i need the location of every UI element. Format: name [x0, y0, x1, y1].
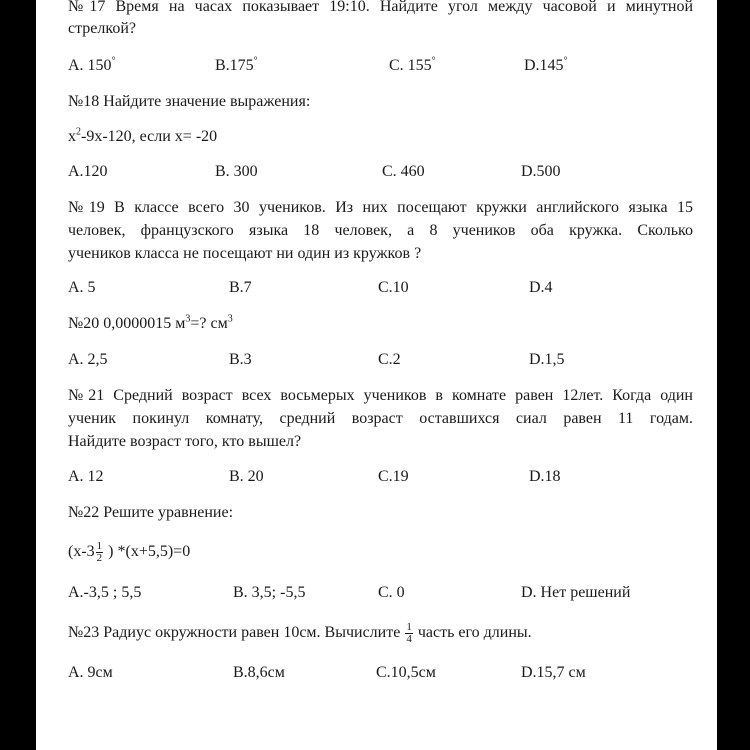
q21-option-c: C.19 — [378, 468, 409, 485]
q22-title: №22 Решите уравнение: — [68, 504, 234, 521]
q18-option-d: D.500 — [521, 163, 561, 180]
q17-line-1: №17 Время на часах показывает 19:10. Найдите угол между часовой и минутной — [68, 0, 693, 15]
q17-option-b: B.175° — [215, 55, 258, 74]
q19-option-b: B.7 — [229, 279, 252, 296]
q18-option-b: B. 300 — [215, 163, 258, 180]
q23-option-a: A. 9см — [68, 664, 113, 681]
q21-line-3: Найдите возраст того, кто вышел? — [68, 433, 302, 450]
q20-question: №20 0,0000015 $м^3=$? $см^3$ — [68, 313, 233, 332]
q19-line-1: №19 В классе всего 30 учеников. Из них посещают кружки английского языка 15 — [68, 199, 693, 216]
q18-title: №18 Найдите значение выражения: — [68, 93, 311, 110]
q22-equation: (x-3 $\frac{1}{2}$ ) *(x+5,5)=0 — [68, 540, 191, 564]
q18-expression: $x^2-9x-120$, если x= -20 — [68, 126, 218, 145]
q19-option-c: C.10 — [378, 279, 409, 296]
q23-option-b: B.8,6см — [233, 664, 285, 681]
q21-option-d: D.18 — [529, 468, 561, 485]
q18-option-a: A.120 — [68, 163, 108, 180]
q22-option-a: A.-3,5 ; 5,5 — [68, 584, 142, 601]
q22-option-d: D. Нет решений — [521, 584, 631, 601]
q23-option-d: D.15,7 см — [521, 664, 586, 681]
q19-option-a: A. 5 — [68, 279, 96, 296]
q21-option-a: A. 12 — [68, 468, 104, 485]
q22-option-c: C. 0 — [378, 584, 405, 601]
q20-option-a: A. 2,5 — [68, 351, 108, 368]
q21-option-b: B. 20 — [229, 468, 264, 485]
q20-option-d: D.1,5 — [529, 351, 565, 368]
q17-option-c: C. 155° — [389, 55, 436, 74]
q19-line-3: учеников класса не посещают ни один из кружков ? — [68, 245, 422, 262]
q23-option-c: C.10,5см — [376, 664, 436, 681]
q19-option-d: D.4 — [529, 279, 553, 296]
q22-fraction: $\frac{1}{2}$ — [96, 540, 103, 564]
q23-fraction: $\frac{1}{4}$ — [406, 621, 412, 645]
q17-option-a: A. 150° — [68, 55, 116, 74]
test-page — [36, 0, 717, 750]
q17-option-d: D.145° — [524, 55, 568, 74]
q18-option-c: C. 460 — [382, 163, 425, 180]
q19-line-2: человек, французского языка 18 человек, а 8 учеников оба кружка. Сколько — [68, 222, 693, 239]
q21-line-1: №21 Средний возраст всех восьмерых учеников в комнате равен 12лет. Когда один — [68, 387, 693, 404]
q20-option-b: B.3 — [229, 351, 252, 368]
q21-line-2: ученик покинул комнату, средний возраст оставшихся сиал равен 11 годам. — [68, 410, 693, 427]
q23-question: №23 Радиус окружности равен 10см. Вычислите $\frac{1}{4}$ часть его длины. — [68, 621, 532, 645]
q22-option-b: B. 3,5; -5,5 — [233, 584, 306, 601]
q17-line-2: стрелкой? — [68, 20, 136, 37]
q20-option-c: C.2 — [378, 351, 401, 368]
